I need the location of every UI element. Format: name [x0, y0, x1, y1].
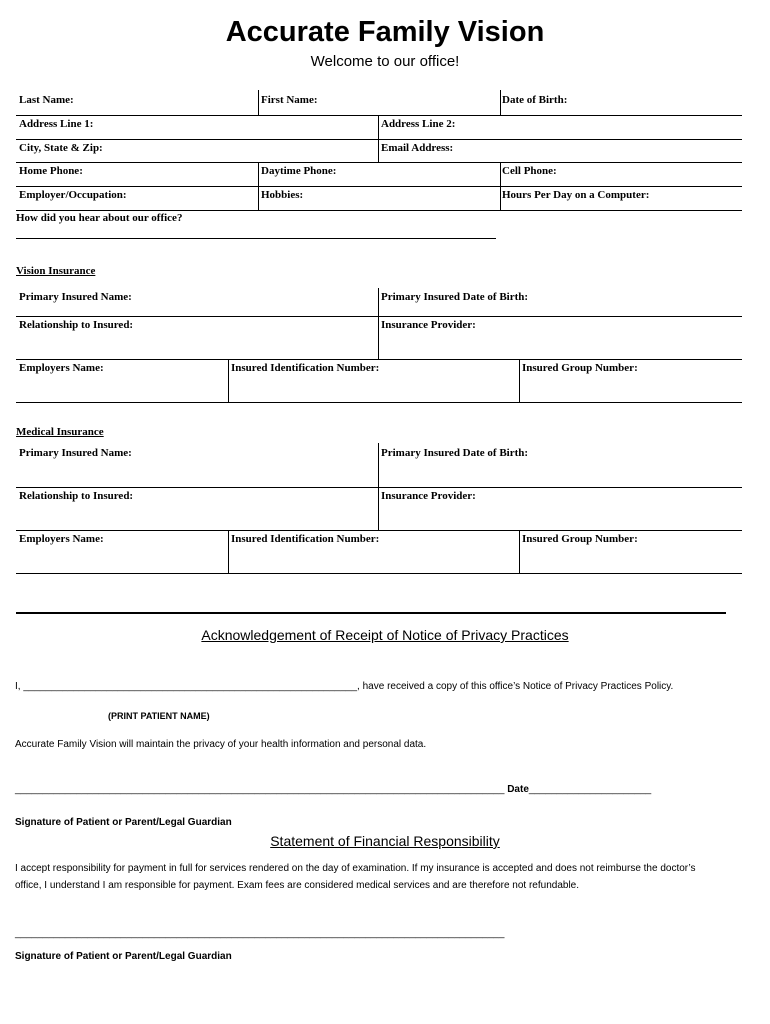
col-divider [258, 162, 259, 210]
col-divider [378, 288, 379, 359]
home-phone-label: Home Phone: [19, 165, 83, 177]
date-line[interactable]: ______________________ [528, 784, 652, 795]
vision-relationship-label: Relationship to Insured: [19, 319, 134, 331]
dob-label: Date of Birth: [502, 94, 568, 106]
financial-text-line2: office, I understand I am responsible for payment. Exam fees are considered medical services and are therefore not refundable. [15, 880, 580, 891]
col-divider [519, 530, 520, 573]
privacy-maintain-text: Accurate Family Vision will maintain the privacy of your health information and personal data. [15, 739, 427, 750]
privacy-signature-label: Signature of Patient or Parent/Legal Guardian [15, 817, 232, 828]
col-divider [228, 530, 229, 573]
vision-primary-dob-label: Primary Insured Date of Birth: [381, 291, 529, 303]
last-name-label: Last Name: [19, 94, 74, 106]
vision-insurance-heading: Vision Insurance [16, 265, 96, 277]
hours-computer-label: Hours Per Day on a Computer: [502, 189, 650, 201]
how-hear-line [16, 238, 496, 239]
vision-employers-label: Employers Name: [19, 362, 104, 374]
medical-id-number-label: Insured Identification Number: [231, 533, 380, 545]
financial-text-line1: I accept responsibility for payment in full for services rendered on the day of examination. If my insurance is accepted and does not reimburse the doctor’s [15, 863, 696, 874]
col-divider [378, 443, 379, 530]
daytime-phone-label: Daytime Phone: [261, 165, 337, 177]
vision-primary-name-label: Primary Insured Name: [19, 291, 132, 303]
email-label: Email Address: [381, 142, 454, 154]
medical-relationship-label: Relationship to Insured: [19, 490, 134, 502]
privacy-signature-line[interactable]: ________________________________________________________________________________________ [15, 784, 505, 795]
address2-label: Address Line 2: [381, 118, 456, 130]
col-divider [258, 90, 259, 115]
privacy-statement-suffix: , have received a copy of this office’s Notice of Privacy Practices Policy. [357, 681, 674, 692]
employer-label: Employer/Occupation: [19, 189, 127, 201]
medical-provider-label: Insurance Provider: [381, 490, 476, 502]
col-divider [228, 359, 229, 402]
col-divider [378, 115, 379, 162]
patient-name-line[interactable]: ____________________________________________________________ [23, 681, 358, 692]
privacy-heading: Acknowledgement of Receipt of Notice of Privacy Practices [201, 627, 569, 643]
row-divider [16, 402, 742, 403]
privacy-statement-prefix: I, [15, 681, 24, 692]
col-divider [519, 359, 520, 402]
privacy-statement [15, 681, 673, 692]
medical-employers-label: Employers Name: [19, 533, 104, 545]
privacy-signature-row [15, 784, 651, 795]
first-name-label: First Name: [261, 94, 318, 106]
city-label: City, State & Zip: [19, 142, 103, 154]
cell-phone-label: Cell Phone: [502, 165, 557, 177]
date-label: Date [504, 784, 529, 795]
financial-signature-line[interactable]: ________________________________________________________________________________________ [15, 928, 505, 939]
form-subtitle: Welcome to our office! [310, 53, 460, 70]
col-divider [500, 162, 501, 210]
col-divider [500, 90, 501, 115]
financial-signature-label: Signature of Patient or Parent/Legal Guardian [15, 951, 232, 962]
vision-provider-label: Insurance Provider: [381, 319, 476, 331]
vision-group-number-label: Insured Group Number: [522, 362, 638, 374]
section-separator [16, 612, 726, 614]
how-hear-label: How did you hear about our office? [16, 212, 183, 224]
medical-insurance-heading: Medical Insurance [16, 426, 104, 438]
hobbies-label: Hobbies: [261, 189, 304, 201]
medical-primary-name-label: Primary Insured Name: [19, 447, 132, 459]
row-divider [16, 573, 742, 574]
row-divider [16, 210, 742, 211]
print-patient-name-label: (PRINT PATIENT NAME) [108, 711, 210, 721]
medical-primary-dob-label: Primary Insured Date of Birth: [381, 447, 529, 459]
medical-group-number-label: Insured Group Number: [522, 533, 638, 545]
vision-id-number-label: Insured Identification Number: [231, 362, 380, 374]
financial-heading: Statement of Financial Responsibility [270, 833, 500, 849]
address1-label: Address Line 1: [19, 118, 94, 130]
form-title: Accurate Family Vision [225, 16, 545, 48]
